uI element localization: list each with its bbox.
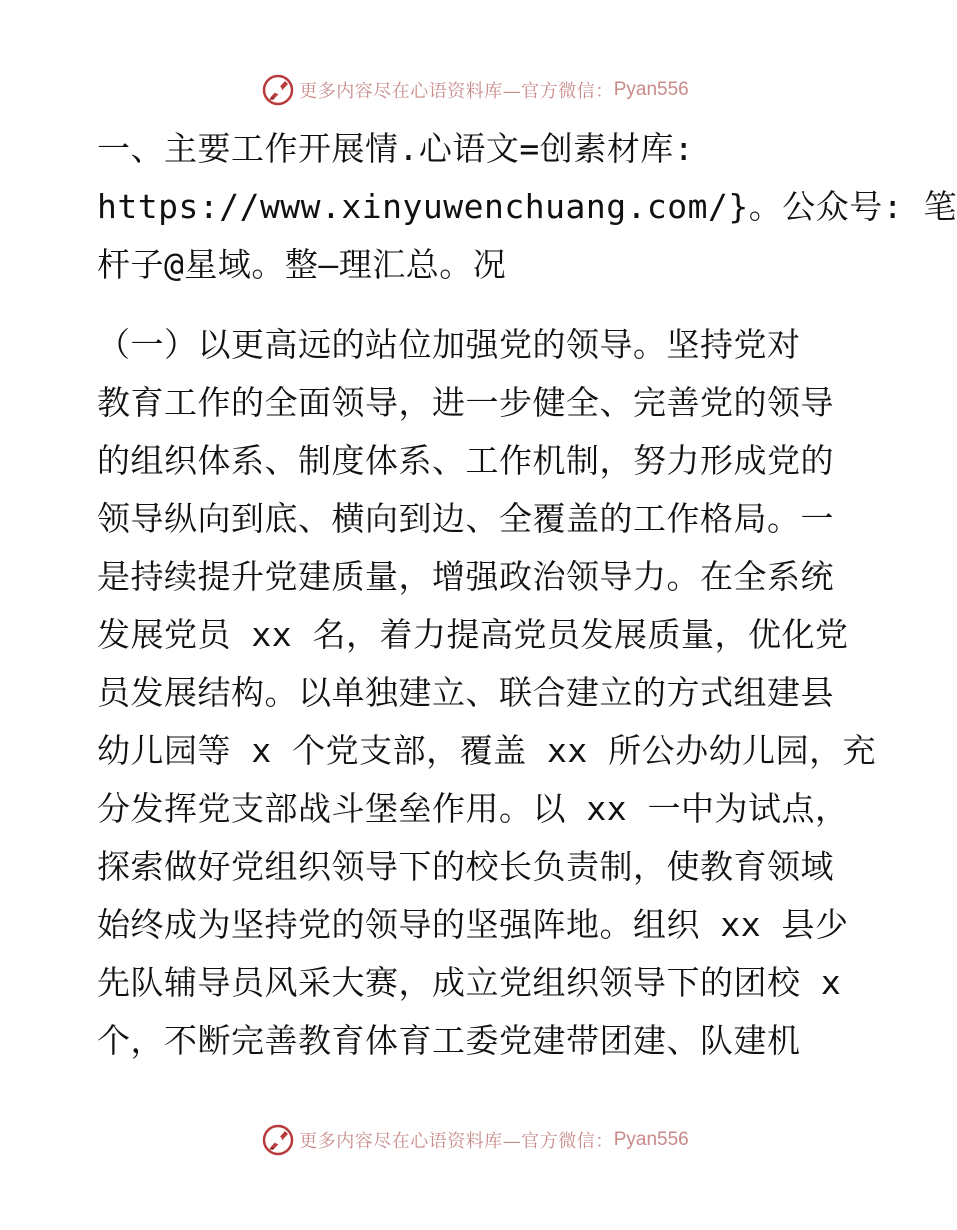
wechat-id: Pyan556 — [613, 1129, 689, 1150]
paragraph-line: 分发挥党支部战斗堡垒作用。以 xx 一中为试点， — [97, 789, 849, 828]
paragraph-line: 是持续提升党建质量，增强政治领导力。在全系统 — [97, 557, 834, 596]
paragraph-line: （一）以更高远的站位加强党的领导。坚持党对 — [97, 325, 801, 364]
paragraph-line: 先队辅导员风采大赛，成立党组织领导下的团校 x — [97, 963, 842, 1002]
heading-line: 一、主要工作开展情.心语文=创素材库: — [97, 129, 695, 168]
paragraph-line: 员发展结构。以单独建立、联合建立的方式组建县 — [97, 673, 834, 712]
paragraph-line: 个，不断完善教育体育工委党建带团建、队建机 — [97, 1021, 801, 1060]
paragraph-line: 探索做好党组织领导下的校长负责制，使教育领域 — [97, 847, 834, 886]
wechat-id: Pyan556 — [613, 79, 689, 100]
banner-text: 更多内容尽在心语资料库—官方微信： — [299, 81, 614, 102]
paragraph-line: 发展党员 xx 名，着力提高党员发展质量，优化党 — [97, 615, 849, 654]
quill-pen-seal-icon — [261, 1123, 295, 1157]
paragraph-line: 始终成为坚持党的领导的坚强阵地。组织 xx 县少 — [97, 905, 849, 944]
paragraph-line: 的组织体系、制度体系、工作机制，努力形成党的 — [97, 441, 834, 480]
heading-line: https://www.xinyuwenchuang.com/}。公众号: 笔 — [97, 187, 957, 226]
heading-line: 杆子@星域。整—理汇总。况 — [97, 245, 507, 284]
paragraph-gap — [97, 294, 857, 316]
header-banner — [0, 70, 950, 110]
paragraph-line: 幼儿园等 x 个党支部，覆盖 xx 所公办幼儿园，充 — [97, 731, 877, 770]
document-body — [97, 120, 957, 1070]
banner-text: 更多内容尽在心语资料库—官方微信： — [299, 1131, 614, 1152]
paragraph-line: 领导纵向到底、横向到边、全覆盖的工作格局。一 — [97, 499, 834, 538]
paragraph-line: 教育工作的全面领导，进一步健全、完善党的领导 — [97, 383, 834, 422]
quill-pen-seal-icon — [261, 73, 295, 107]
footer-banner — [0, 1120, 950, 1160]
